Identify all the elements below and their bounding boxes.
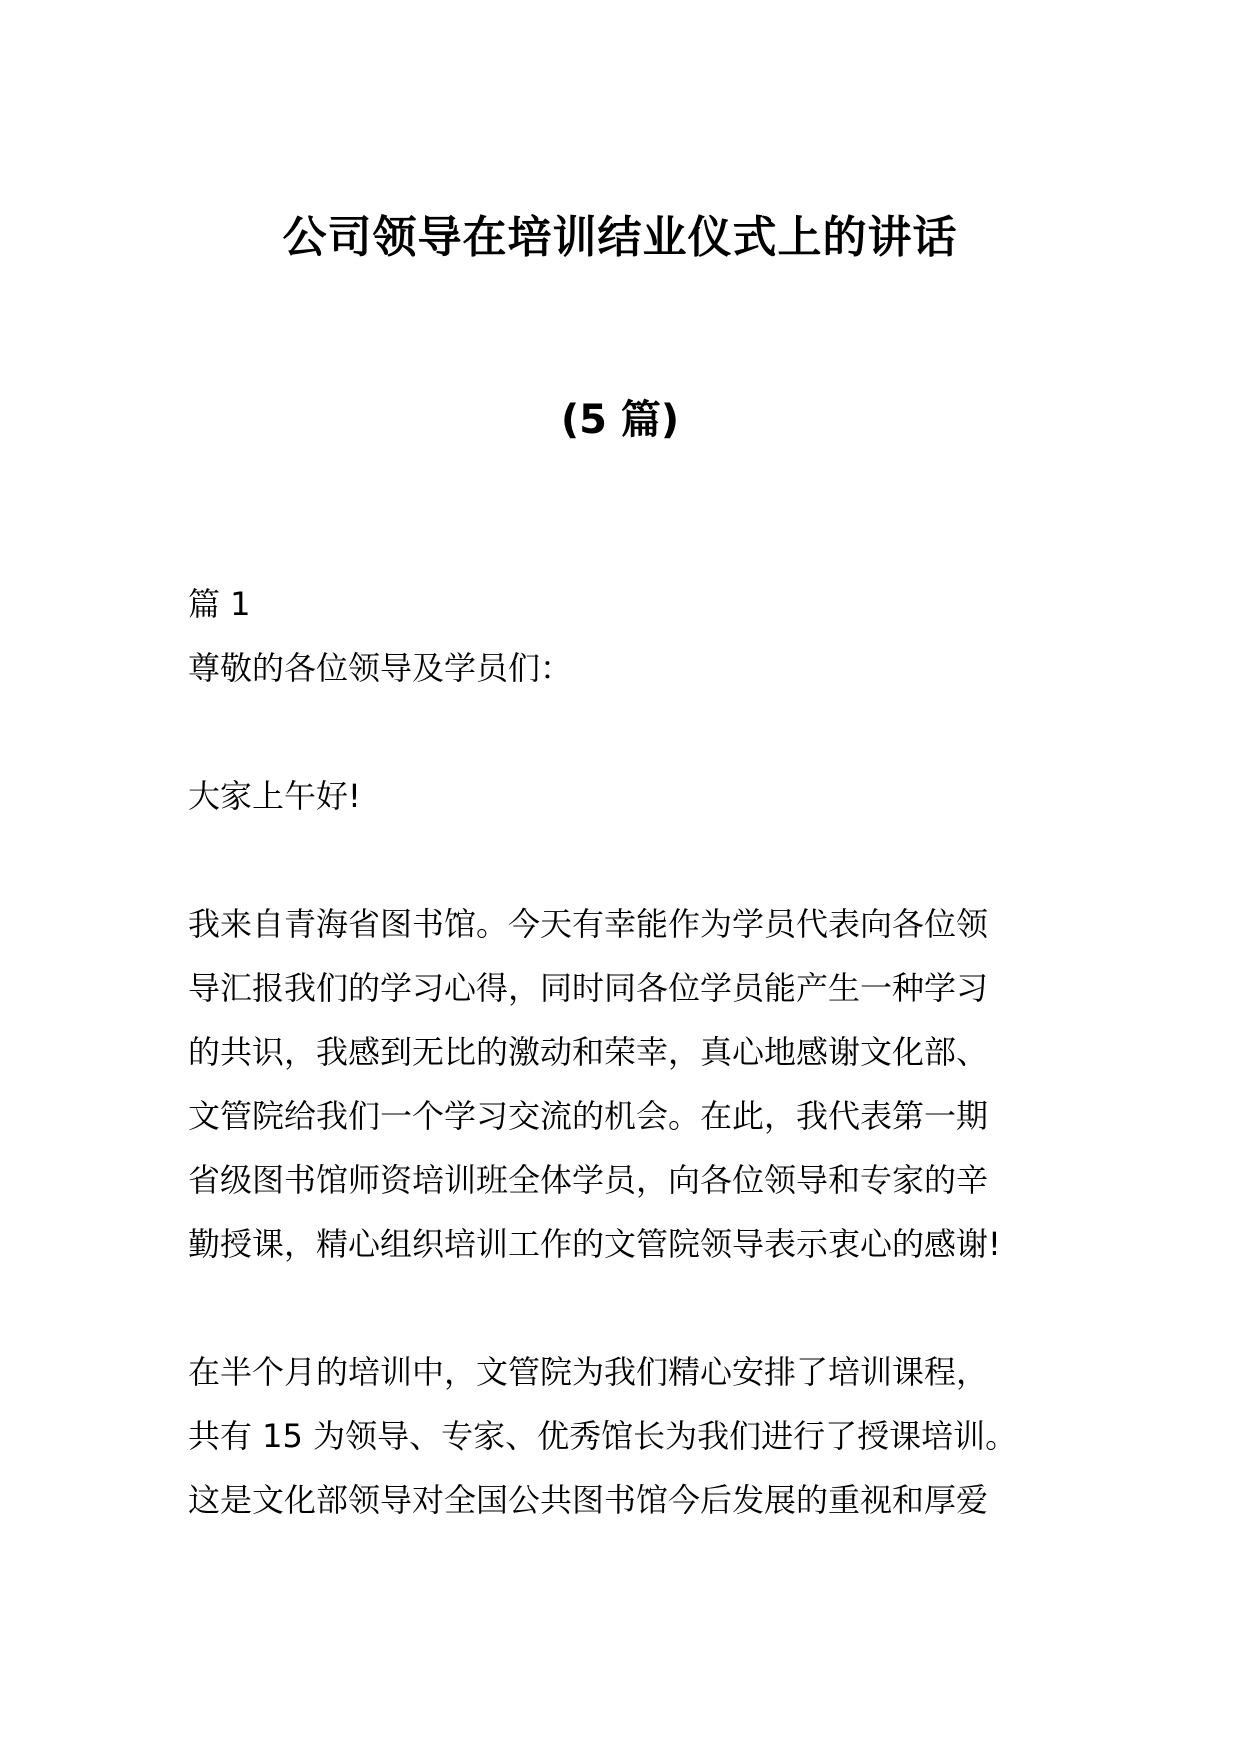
paragraph-line: 这是文化部领导对全国公共图书馆今后发展的重视和厚爱 bbox=[188, 1481, 989, 1519]
paragraph-line: 导汇报我们的学习心得，同时同各位学员能产生一种学习 bbox=[188, 969, 989, 1007]
paragraph-line: 的共识，我感到无比的激动和荣幸，真心地感谢文化部、 bbox=[188, 1033, 989, 1071]
paragraph-line: 我来自青海省图书馆。今天有幸能作为学员代表向各位领 bbox=[188, 905, 989, 943]
paragraph-line: 共有 15 为领导、专家、优秀馆长为我们进行了授课培训。 bbox=[188, 1417, 1018, 1455]
document-title: 公司领导在培训结业仪式上的讲话 bbox=[282, 212, 958, 263]
paragraph-2 bbox=[188, 1340, 1064, 1532]
salutation-text: 尊敬的各位领导及学员们： bbox=[188, 649, 573, 687]
greeting-text: 大家上午好! bbox=[188, 777, 361, 815]
paragraph-line: 省级图书馆师资培训班全体学员，向各位领导和专家的辛 bbox=[188, 1161, 989, 1199]
salutation bbox=[188, 636, 1064, 700]
paragraph-line: 在半个月的培训中，文管院为我们精心安排了培训课程， bbox=[188, 1353, 989, 1391]
section-label-text: 篇 1 bbox=[188, 585, 251, 623]
greeting bbox=[188, 764, 1064, 828]
paragraph-line: 文管院给我们一个学习交流的机会。在此，我代表第一期 bbox=[188, 1097, 989, 1135]
paragraph-line: 勤授课，精心组织培训工作的文管院领导表示衷心的感谢! bbox=[188, 1225, 1001, 1263]
section-label bbox=[188, 572, 1064, 636]
paragraph-1 bbox=[188, 892, 1064, 1276]
document-subtitle: (5 篇) bbox=[560, 397, 680, 443]
